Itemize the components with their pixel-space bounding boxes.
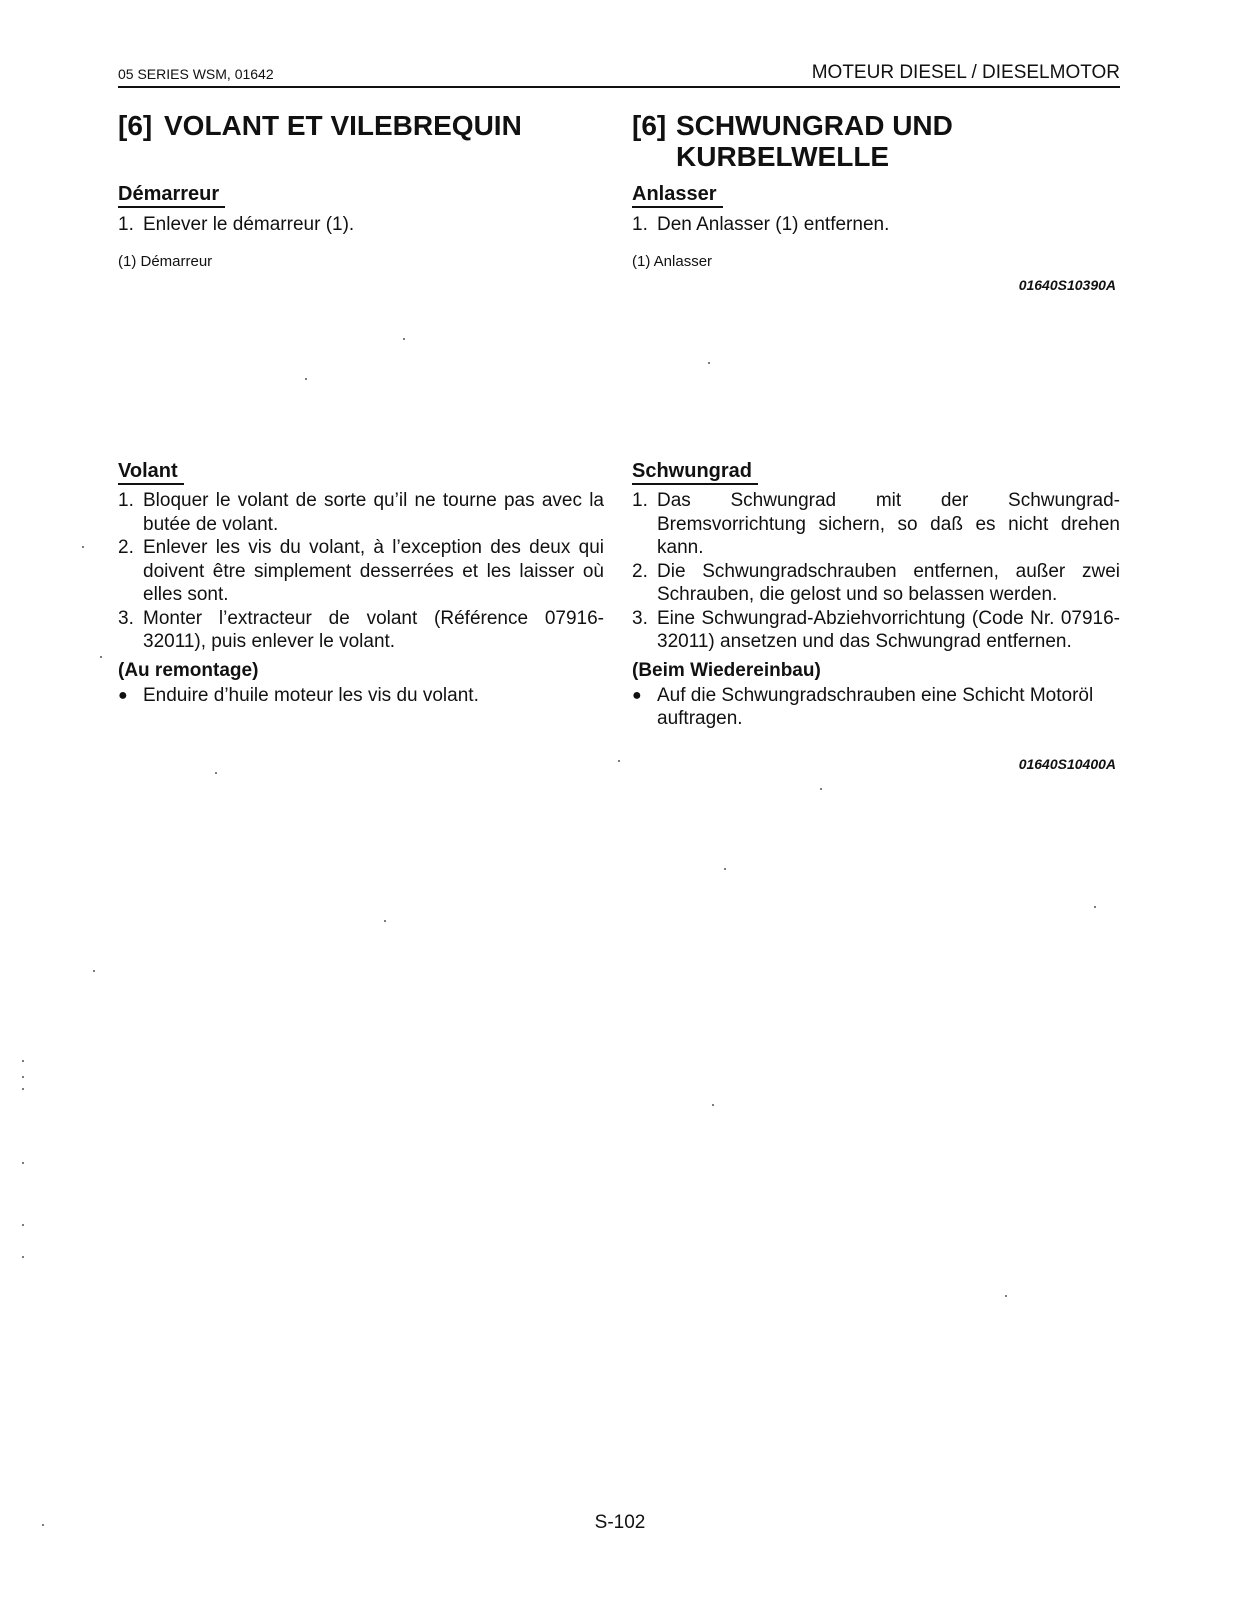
step-item: 3. Eine Schwungrad-Abziehvorrichtung (Code Nr. 07916-32011) ansetzen und das Schwungrad entfernen. xyxy=(632,607,1120,652)
scan-speck xyxy=(305,378,307,380)
scan-speck xyxy=(724,868,726,870)
scan-speck xyxy=(712,1104,714,1106)
scan-speck xyxy=(22,1076,24,1078)
scan-speck xyxy=(22,1256,24,1258)
scan-speck xyxy=(1005,1295,1007,1297)
subsection-title: Volant xyxy=(118,459,184,485)
bullet-item: ● Auf die Schwungradschrauben eine Schicht Motoröl auftragen. xyxy=(632,684,1094,729)
starter-section-de xyxy=(632,182,1120,270)
document-code: 01640S10390A xyxy=(1018,277,1116,293)
starter-section-fr xyxy=(118,182,604,270)
scan-speck xyxy=(22,1224,24,1226)
subsection-title: Anlasser xyxy=(632,182,723,208)
scan-speck xyxy=(708,362,710,364)
figure-caption: (1) Démarreur xyxy=(118,252,213,270)
bullet-item: ● Enduire d’huile moteur les vis du volant. xyxy=(118,684,479,706)
scan-speck xyxy=(384,920,386,922)
scan-speck xyxy=(1094,906,1096,908)
step-item: 1. Bloquer le volant de sorte qu’il ne tourne pas avec la butée de volant. xyxy=(118,490,604,535)
document-code: 01640S10400A xyxy=(1018,756,1116,772)
subsection-title: Schwungrad xyxy=(632,459,758,485)
flywheel-section-de xyxy=(632,459,1120,731)
scan-speck xyxy=(82,546,84,548)
reassembly-note-title: (Au remontage) xyxy=(118,659,259,681)
section-title-de: [6] SCHWUNGRAD UND KURBELWELLE xyxy=(632,110,953,172)
german-section-heading xyxy=(632,110,1120,172)
french-section-heading xyxy=(118,110,604,141)
scan-speck xyxy=(618,760,620,762)
header-manual-id: 05 SERIES WSM, 01642 xyxy=(118,66,274,82)
step-item: 2. Enlever les vis du volant, à l’exception des deux qui doivent être simplement desserrées et les laisser où elles sont. xyxy=(118,537,604,605)
subsection-title: Démarreur xyxy=(118,182,225,208)
scan-speck xyxy=(820,788,822,790)
scan-speck xyxy=(42,1524,44,1526)
bullet-icon: ● xyxy=(118,686,128,704)
scan-speck xyxy=(22,1088,24,1090)
step-item: 2. Die Schwungradschrauben entfernen, außer zwei Schrauben, die gelost und so belassen werden. xyxy=(632,560,1120,605)
step-item: 1. Das Schwungrad mit der Schwungrad-Bremsvorrichtung sichern, so daß es nicht drehen kann. xyxy=(632,490,1120,558)
scan-speck xyxy=(93,970,95,972)
page-header xyxy=(118,58,1120,88)
flywheel-section-fr xyxy=(118,459,604,707)
reassembly-note-title: (Beim Wiedereinbau) xyxy=(632,659,821,681)
scan-speck xyxy=(215,772,217,774)
figure-caption: (1) Anlasser xyxy=(632,252,713,270)
scan-speck xyxy=(22,1060,24,1062)
step-item: 3. Monter l’extracteur de volant (Référence 07916-32011), puis enlever le volant. xyxy=(118,607,604,652)
step-item: 1. Enlever le démarreur (1). xyxy=(118,214,355,235)
header-chapter-title: MOTEUR DIESEL / DIESELMOTOR xyxy=(811,62,1120,83)
page-number: S-102 xyxy=(594,1512,646,1533)
section-title-fr: [6] VOLANT ET VILEBREQUIN xyxy=(118,110,522,141)
scan-speck xyxy=(22,1162,24,1164)
scan-speck xyxy=(403,338,405,340)
scan-speck xyxy=(100,656,102,658)
bullet-icon: ● xyxy=(632,686,642,704)
step-item: 1. Den Anlasser (1) entfernen. xyxy=(632,214,890,235)
